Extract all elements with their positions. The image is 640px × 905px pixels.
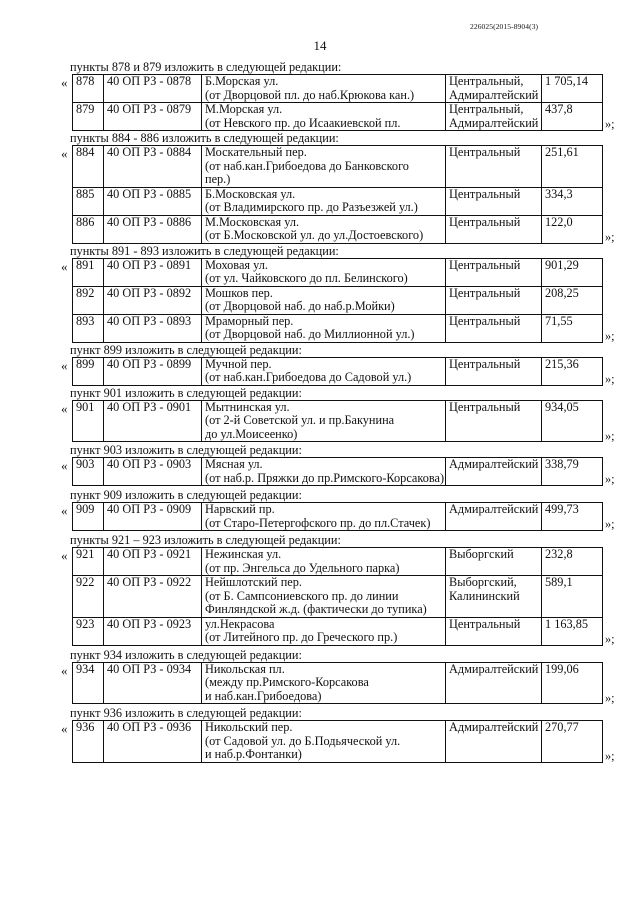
road-extent-description: (от Б.Московской ул. до ул.Достоевского) (205, 228, 424, 242)
roads-table (72, 258, 603, 343)
road-id-code-cell: 40 ОП РЗ - 0901 (104, 400, 202, 442)
road-id-code-cell: 40 ОП РЗ - 0879 (104, 103, 202, 131)
roads-table (72, 662, 603, 705)
road-id-code-cell: 40 ОП РЗ - 0903 (104, 458, 202, 486)
road-extent-description: (от Литейного пр. до Греческого пр.) (205, 630, 398, 644)
road-extent-description: и наб.кан.Грибоедова) (205, 688, 322, 703)
district-cell (446, 103, 542, 131)
road-name-cell (202, 146, 446, 188)
road-name: Нарвский пр. (205, 502, 275, 516)
table-row (73, 458, 603, 486)
amendment-table-wrap (0, 720, 640, 763)
opening-quote-mark: « (61, 357, 68, 373)
road-name-cell (202, 503, 446, 531)
roads-table (72, 502, 603, 531)
district-name: Центральный (449, 357, 521, 371)
road-name-cell (202, 617, 446, 645)
road-id-code-cell: 40 ОП РЗ - 0934 (104, 662, 202, 704)
district-name: Калининский (449, 588, 520, 603)
district-cell (446, 548, 542, 576)
road-name: Б.Московская ул. (205, 187, 296, 201)
amendment-section (0, 245, 640, 343)
roads-table (72, 400, 603, 443)
district-cell (446, 357, 542, 385)
district-name: Центральный (449, 145, 521, 159)
road-extent-description: (от ул. Чайковского до пл. Белинского) (205, 271, 408, 285)
road-id-code-cell: 40 ОП РЗ - 0893 (104, 314, 202, 342)
road-length-cell: 338,79 (542, 458, 603, 486)
district-cell (446, 75, 542, 103)
road-extent-description: (от Старо-Петергофского пр. до пл.Стачек) (205, 515, 431, 530)
road-name: М.Морская ул. (205, 102, 283, 116)
road-name: Мясная ул. (205, 457, 263, 471)
road-name: Мраморный пер. (205, 314, 294, 328)
amendment-caption: пункты 884 - 886 изложить в следующей редакции: (70, 131, 339, 145)
road-name: Никольская пл. (205, 662, 285, 676)
amendment-section (0, 444, 640, 486)
district-cell (446, 458, 542, 486)
table-row (73, 286, 603, 314)
table-row (73, 662, 603, 704)
road-length-cell: 232,8 (542, 548, 603, 576)
road-length-cell: 122,0 (542, 215, 603, 243)
page-number: 14 (313, 38, 327, 53)
amendment-section (0, 649, 640, 705)
district-cell (446, 662, 542, 704)
road-name: Мучной пер. (205, 357, 272, 371)
table-row (73, 75, 603, 103)
road-length-cell: 934,05 (542, 400, 603, 442)
amendment-section (0, 707, 640, 763)
opening-quote-mark: « (61, 75, 68, 90)
opening-quote-mark: « (61, 662, 68, 678)
road-name-cell (202, 662, 446, 704)
row-number-cell: 922 (73, 576, 104, 618)
district-cell (446, 503, 542, 531)
district-name: Выборгский, (449, 575, 517, 589)
road-name-cell (202, 576, 446, 618)
road-extent-description: (от Невского пр. до Исаакиевской пл. (205, 115, 401, 130)
amendments-list (0, 61, 640, 763)
roads-table (72, 547, 603, 646)
road-id-code-cell: 40 ОП РЗ - 0878 (104, 75, 202, 103)
road-id-code-cell: 40 ОП РЗ - 0923 (104, 617, 202, 645)
row-number-cell: 878 (73, 75, 104, 103)
road-length-cell: 499,73 (542, 503, 603, 531)
road-length-cell: 334,3 (542, 187, 603, 215)
road-extent-description: (от Садовой ул. до Б.Подьяческой ул. (205, 733, 401, 748)
amendment-caption: пункты 921 – 923 изложить в следующей редакции: (70, 533, 341, 547)
district-cell (446, 258, 542, 286)
row-number-cell: 901 (73, 400, 104, 442)
table-row (73, 103, 603, 131)
row-number-cell: 879 (73, 103, 104, 131)
road-length-cell: 199,06 (542, 662, 603, 704)
amendment-table-wrap (0, 74, 640, 131)
road-extent-description: Финляндской ж.д. (фактически до тупика) (205, 602, 427, 616)
road-id-code-cell: 40 ОП РЗ - 0936 (104, 721, 202, 763)
amendment-caption: пункт 903 изложить в следующей редакции: (70, 443, 302, 457)
amendment-section (0, 132, 640, 244)
district-name: Центральный (449, 215, 521, 229)
row-number-cell: 884 (73, 146, 104, 188)
road-name-cell (202, 187, 446, 215)
table-row (73, 146, 603, 188)
amendment-table-wrap (0, 547, 640, 646)
road-length-cell: 251,61 (542, 146, 603, 188)
table-row (73, 215, 603, 243)
opening-quote-mark: « (61, 258, 68, 274)
road-name: Мошков пер. (205, 286, 273, 300)
road-name-cell (202, 258, 446, 286)
opening-quote-mark: « (61, 458, 68, 473)
district-name: Центральный (449, 258, 521, 272)
district-name: Центральный (449, 314, 521, 328)
district-name: Центральный (449, 286, 521, 300)
amendment-section (0, 534, 640, 646)
opening-quote-mark: « (61, 146, 68, 161)
row-number-cell: 892 (73, 286, 104, 314)
district-name: Адмиралтейский (449, 662, 539, 676)
road-extent-description: (от наб.кан.Грибоедова до Садовой ул.) (205, 370, 412, 384)
district-name: Адмиралтейский (449, 457, 539, 471)
district-cell (446, 215, 542, 243)
district-name: Центральный, (449, 74, 524, 88)
road-id-code-cell: 40 ОП РЗ - 0909 (104, 503, 202, 531)
district-cell (446, 286, 542, 314)
table-row (73, 548, 603, 576)
road-name-cell (202, 721, 446, 763)
amendment-caption: пункт 936 изложить в следующей редакции: (70, 706, 302, 720)
road-length-cell: 1 705,14 (542, 75, 603, 103)
amendment-section (0, 344, 640, 386)
road-id-code-cell: 40 ОП РЗ - 0886 (104, 215, 202, 243)
row-number-cell: 899 (73, 357, 104, 385)
amendment-table-wrap (0, 457, 640, 486)
road-id-code-cell: 40 ОП РЗ - 0921 (104, 548, 202, 576)
district-name: Адмиралтейский (449, 115, 539, 130)
closing-quote-mark: »; (605, 517, 615, 531)
closing-quote-mark: »; (605, 328, 615, 343)
road-name-cell (202, 215, 446, 243)
road-extent-description: (от Дворцовой наб. до наб.р.Мойки) (205, 299, 395, 313)
amendment-caption: пункт 901 изложить в следующей редакции: (70, 385, 302, 400)
table-row (73, 721, 603, 763)
road-name-cell (202, 548, 446, 576)
road-name: ул.Некрасова (205, 617, 275, 631)
amendment-caption: пункт 909 изложить в следующей редакции: (70, 488, 302, 502)
amendment-section (0, 489, 640, 531)
row-number-cell: 934 (73, 662, 104, 704)
road-name-cell (202, 357, 446, 385)
road-name: Москательный пер. (205, 145, 307, 159)
amendment-table-wrap (0, 502, 640, 531)
row-number-cell: 909 (73, 503, 104, 531)
table-row (73, 503, 603, 531)
district-name: Адмиралтейский (449, 87, 539, 102)
opening-quote-mark: « (61, 400, 68, 416)
district-name: Центральный (449, 187, 521, 201)
opening-quote-mark: « (61, 503, 68, 518)
road-extent-description: (от наб.р. Пряжки до пр.Римского-Корсакова) (205, 470, 445, 485)
amendment-table-wrap (0, 258, 640, 343)
road-id-code-cell: 40 ОП РЗ - 0892 (104, 286, 202, 314)
road-name: Б.Морская ул. (205, 74, 279, 88)
closing-quote-mark: »; (605, 749, 615, 763)
district-cell (446, 187, 542, 215)
road-length-cell: 901,29 (542, 258, 603, 286)
road-name-cell (202, 286, 446, 314)
amendment-caption: пункты 891 - 893 изложить в следующей редакции: (70, 243, 339, 258)
table-row (73, 357, 603, 385)
district-cell (446, 400, 542, 442)
road-name: Нейшлотский пер. (205, 575, 302, 589)
road-extent-description: (от Дворцовой наб. до Миллионной ул.) (205, 327, 415, 341)
district-cell (446, 314, 542, 342)
table-row (73, 400, 603, 442)
district-name: Выборгский (449, 547, 514, 561)
district-name: Центральный (449, 617, 521, 631)
district-cell (446, 617, 542, 645)
road-name: Никольский пер. (205, 720, 293, 734)
road-extent-description: (от наб.кан.Грибоедова до Банковского (205, 158, 409, 173)
amendment-caption: пункты 878 и 879 изложить в следующей редакции: (70, 60, 342, 74)
table-row (73, 258, 603, 286)
district-cell (446, 721, 542, 763)
row-number-cell: 886 (73, 215, 104, 243)
amendment-table-wrap (0, 662, 640, 705)
row-number-cell: 891 (73, 258, 104, 286)
opening-quote-mark: « (61, 548, 68, 563)
amendment-section (0, 61, 640, 131)
road-extent-description: и наб.р.Фонтанки) (205, 747, 302, 761)
road-length-cell: 71,55 (542, 314, 603, 342)
road-length-cell: 589,1 (542, 576, 603, 618)
amendment-table-wrap (0, 400, 640, 443)
road-name-cell (202, 103, 446, 131)
roads-table (72, 145, 603, 244)
roads-table (72, 357, 603, 386)
table-row (73, 314, 603, 342)
document-registration-number: 226025(2015-8904(3) (470, 22, 539, 31)
road-length-cell: 270,77 (542, 721, 603, 763)
amendment-section (0, 387, 640, 443)
row-number-cell: 923 (73, 617, 104, 645)
district-cell (446, 146, 542, 188)
district-name: Адмиралтейский (449, 502, 539, 516)
closing-quote-mark: »; (605, 690, 615, 705)
road-length-cell: 215,36 (542, 357, 603, 385)
district-name: Адмиралтейский (449, 720, 539, 734)
road-length-cell: 208,25 (542, 286, 603, 314)
road-name-cell (202, 75, 446, 103)
road-id-code-cell: 40 ОП РЗ - 0922 (104, 576, 202, 618)
amendment-caption: пункт 934 изложить в следующей редакции: (70, 647, 302, 662)
road-name: Мытнинская ул. (205, 400, 290, 414)
road-id-code-cell: 40 ОП РЗ - 0884 (104, 146, 202, 188)
closing-quote-mark: »; (605, 472, 615, 486)
amendment-caption: пункт 899 изложить в следующей редакции: (70, 342, 302, 357)
road-length-cell: 1 163,85 (542, 617, 603, 645)
row-number-cell: 893 (73, 314, 104, 342)
road-name: Нежинская ул. (205, 547, 282, 561)
row-number-cell: 936 (73, 721, 104, 763)
opening-quote-mark: « (61, 721, 68, 736)
road-extent-description: до ул.Моисеенко) (205, 426, 298, 441)
closing-quote-mark: »; (605, 632, 615, 646)
road-name-cell (202, 314, 446, 342)
row-number-cell: 885 (73, 187, 104, 215)
district-name: Центральный, (449, 102, 524, 116)
roads-table (72, 74, 603, 131)
row-number-cell: 903 (73, 458, 104, 486)
road-extent-description: (от Дворцовой пл. до наб.Крюкова кан.) (205, 87, 415, 102)
closing-quote-mark: »; (605, 428, 615, 443)
road-name: М.Московская ул. (205, 215, 300, 229)
road-id-code-cell: 40 ОП РЗ - 0891 (104, 258, 202, 286)
closing-quote-mark: »; (605, 230, 615, 244)
district-name: Центральный (449, 400, 521, 414)
road-extent-description: пер.) (205, 172, 231, 186)
road-name: Моховая ул. (205, 258, 268, 272)
road-length-cell: 437,8 (542, 103, 603, 131)
district-cell (446, 576, 542, 618)
roads-table (72, 720, 603, 763)
road-id-code-cell: 40 ОП РЗ - 0885 (104, 187, 202, 215)
road-name-cell (202, 458, 446, 486)
amendment-table-wrap (0, 357, 640, 386)
road-extent-description: (от Владимирского пр. до Разъезжей ул.) (205, 200, 418, 214)
road-extent-description: (между пр.Римского-Корсакова (205, 675, 369, 689)
road-extent-description: (от пр. Энгельса до Удельного парка) (205, 560, 400, 575)
table-row (73, 576, 603, 618)
road-extent-description: (от Б. Сампсониевского пр. до линии (205, 588, 399, 603)
roads-table (72, 457, 603, 486)
road-extent-description: (от 2-й Советской ул. и пр.Бакунина (205, 413, 395, 427)
closing-quote-mark: »; (605, 117, 615, 131)
road-name-cell (202, 400, 446, 442)
amendment-table-wrap (0, 145, 640, 244)
row-number-cell: 921 (73, 548, 104, 576)
table-row (73, 617, 603, 645)
road-id-code-cell: 40 ОП РЗ - 0899 (104, 357, 202, 385)
closing-quote-mark: »; (605, 371, 615, 386)
table-row (73, 187, 603, 215)
